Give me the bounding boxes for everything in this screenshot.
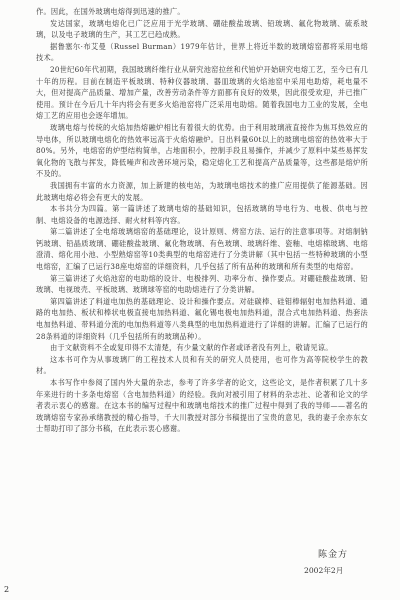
paragraph-5: 玻璃电熔与传统的火焰加热熔融炉相比有着很大的优势。由于利用玻璃液直接作为焦耳热效应的导电体，所以玻璃电熔化的热效率远高于火焰熔融炉。日出料量60t以上的玻璃电熔窑的热效率大于80%。另外，电熔窑的炉型结构简单，占地面积小，控制手段且易操作，并减少了原料中某些易挥发氧化物的飞散与挥发，降低噪声和改善环境污染，稳定熔化工艺和提高产品质量等，这些都是熔炉所不及的。 (36, 122, 368, 179)
page-number: 2 (4, 585, 10, 594)
paragraph-8: 第二篇讲述了全电熔玻璃熔窑的基础理论，设计原则、烤窑方法、运行的注意事项等。对熔制钠钙玻璃、铅晶质玻璃、硼硅酸盐玻璃、氟化物玻璃、有色玻璃、玻璃纤维、瓷釉、电熔棉玻璃、电熔澄清、熔化用小池、小型熟熔窑等10类典型的电熔窑进行了分类讲解（其中包括一些特种玻璃的小型电熔窑，汇编了已运行38座电熔窑的详细资料，几乎包括了所有品种的玻璃和所有类型的电熔窑。 (36, 227, 368, 272)
author-signature: 陈金方 (318, 550, 349, 560)
paragraph-11: 由于文献资料不全或复印得不太清楚，有少量文献的作者或译者没有列上，敬请见谅。 (50, 343, 333, 353)
paragraph-13: 本书写作中参阅了国内外大量的杂志，参考了许多学者的论文，这些论文，是作者积累了几十多年来进行的十多条电熔窑（含电加热料道）的经验。我向对被引用了材料的杂志社、论著和论文的学者表示衷心的感谢。在这本书的编写过程中和玻璃电熔技术的推广过程中得到了我的导师——著名的玻璃熔窑专家孙承绪教授的精心指导，千大川教授对部分书稿提出了宝贵的意见，我的妻子余亦东女士帮助打印了部分书稿，在此表示衷心感谢。 (36, 378, 368, 434)
paragraph-7: 本书共分为四篇。第一篇讲述了玻璃电熔的基础知识，包括玻璃的导电行为、电极、供电与控制、电熔设备的电源选择、耐火材料等内容。 (36, 204, 368, 225)
paragraph-3: 据鲁塞尔·布艾曼（Russel Burman）1979年估计，世界上将近半数的玻璃熔窑都将采用电熔技术。 (36, 41, 368, 63)
paragraph-12: 这本书可作为从事玻璃厂的工程技术人员和有关的研究人员使用，也可作为高等院校学生的教材。 (36, 354, 368, 376)
paragraph-2: 发达国家，玻璃电熔化已广泛应用于光学玻璃、硼硅酸盐玻璃、铅玻璃、氟化物玻璃、硫系玻璃，以及电子玻璃的生产，其工艺已趋成熟。 (36, 18, 368, 40)
paragraph-6: 我国拥有丰富的水力资源，加上新建的核电站，为玻璃电熔技术的推广应用提供了能源基础。因此玻璃电熔必将会有更大的发展。 (36, 180, 368, 202)
paragraph-9: 第三篇讲述了火焰池窑的电助熔的设计、电极排列、功率分布、操作要点。对硼硅酸盐玻璃、铅玻璃、电视玻壳、平板玻璃、玻璃球等窑的电助熔进行了分类讲解。 (36, 273, 368, 295)
paragraph-4: 20世纪60年代初期，我国玻璃纤维行业从研究池窑拉丝和代铂炉开始研究电熔工艺，至今已有几十年的历程。目前在制造平板玻璃、特种仪器玻璃、器皿玻璃的火焰池窑中采用电助熔，耗电量不大，但对提高产品质量、增加产量，改善劳动条件等方面都有良好的效果，因此很受欢迎，并已推广使用。预计在今后几十年内将会有更多火焰池窑将广泛采用电助熔。随着我国电力工业的发展，全电熔工艺的应用也会逐年增加。 (36, 64, 368, 121)
preface-date: 2002年2月 (304, 566, 344, 575)
paragraph-10: 第四篇讲述了料道电加热的基础理论、设计和操作要点。对硅碳棒、硅钼棒辐射电加热料道、通路的电加热、板状和棒状电极直接电加热料道、氟化锡电极电加热料道，混合式电加热料道、热套法电加热料道、带料道分流的电加热料道等八类典型的电加热料道进行了详细的讲解。汇编了已运行的28条料道的详细资料（几乎包括所有的玻璃品种）。 (36, 296, 368, 341)
preface-body (36, 6, 368, 435)
paragraph-1: 作。因此，在国外玻璃电熔得到迅速的推广。 (36, 7, 185, 16)
